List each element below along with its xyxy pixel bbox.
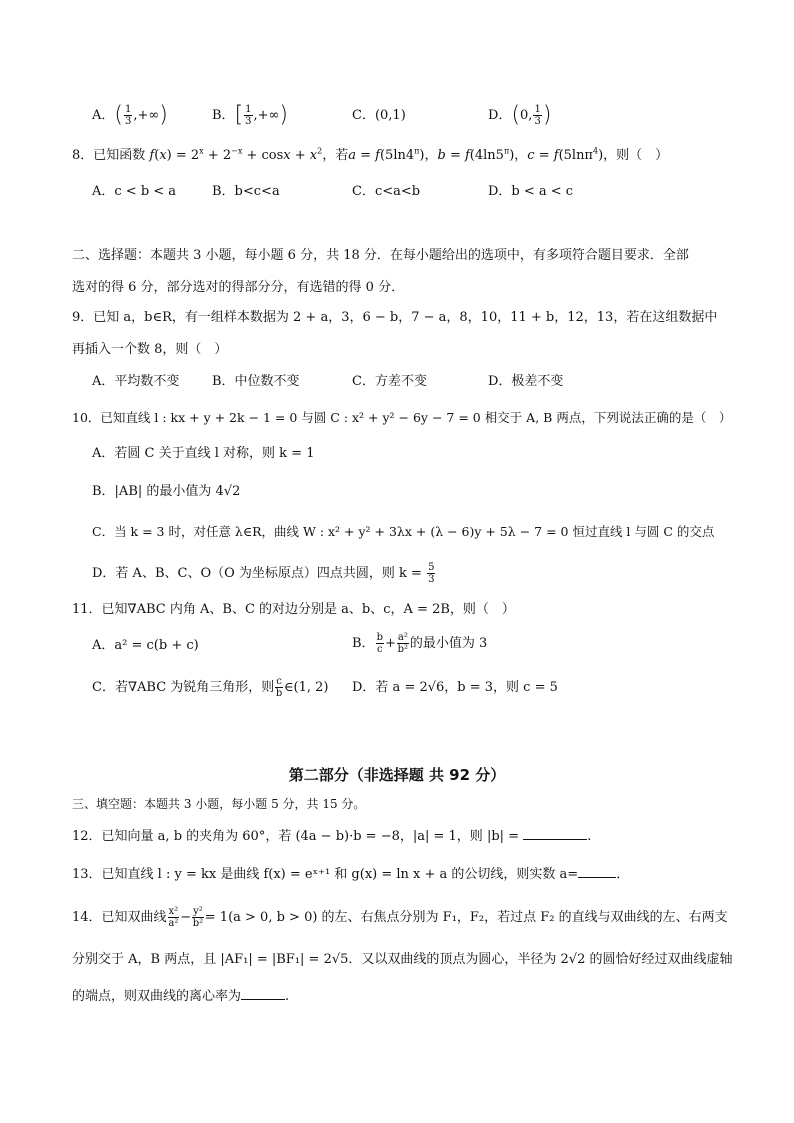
q11-option-a: A．a² = c(b + c) xyxy=(92,638,199,653)
q8-option-c: C．c<a<b xyxy=(352,184,421,199)
q9-option-b: B．中位数不变 xyxy=(212,374,300,389)
q9-option-c: C．方差不变 xyxy=(352,374,427,389)
q11-stem: 11．已知∇ABC 内角 A、B、C 的对边分别是 a、b、c，A = 2B，则（ ） xyxy=(72,602,515,617)
q14-line1: 14．已知双曲线 $\frac{\text{x²}}{\text{a²}}$ − $\frac{\text{y²}}{\text{b²}}$ = 1(a > 0, b > 0) 的左、右焦点分别为 F₁，F₂，若过点 F₂ 的直线与双曲线的左、右两支 xyxy=(72,906,728,929)
q9-stem-line2: 再插入一个数 8，则（ ） xyxy=(72,342,228,357)
section2-title: 第二部分（非选择题 共 92 分） xyxy=(288,766,506,784)
q10-option-b: B．|AB| 的最小值为 4√2 xyxy=(92,484,241,499)
q9-option-a: A．平均数不变 xyxy=(92,374,180,389)
q8-option-b: B．b<c<a xyxy=(212,184,280,199)
q7-option-d: D．(0, $\frac{1}{3}$ ) xyxy=(488,102,552,128)
section2-header-line1: 二、选择题：本题共 3 小题，每小题 6 分，共 18 分．在每小题给出的选项中，有多项符合题目要求．全部 xyxy=(72,248,689,263)
q9-option-d: D．极差不变 xyxy=(488,374,564,389)
q12: 12．已知向量 a, b 的夹角为 60°，若 (4a − b)·b = −8，|a| = 1，则 |b| = . xyxy=(72,826,591,847)
q14-line3: 的端点，则双曲线的离心率为 . xyxy=(72,986,289,1007)
q10-option-a: A．若圆 C 关于直线 l 对称，则 k = 1 xyxy=(92,446,315,461)
q11-option-d: D．若 a = 2√6，b = 3，则 c = 5 xyxy=(352,680,558,695)
q7-option-a: A．( $\frac{1}{3}$ ,+∞) xyxy=(92,102,168,128)
section3-header: 三、填空题：本题共 3 小题，每小题 5 分，共 15 分。 xyxy=(72,797,366,811)
section2-header-line2: 选对的得 6 分，部分选对的得部分分，有选错的得 0 分． xyxy=(72,280,405,295)
q14-answer-blank[interactable] xyxy=(241,986,285,1000)
q8-stem: 8．已知函数 $f(x) = 2^x + 2^{-x} + \cos x + x^2$，若$a = f(5\ln 4^\pi)$，$b = f(4\ln 5^\pi)$，c = f(5lnπ$^4$)，则（ ） xyxy=(72,146,669,163)
q8-option-a: A．c < b < a xyxy=(92,184,177,199)
q10-option-c: C．当 k = 3 时，对任意 λ∈R，曲线 W : x² + y² + 3λx + (λ − 6)y + 5λ − 7 = 0 恒过直线 l 与圆 C 的交点 xyxy=(92,524,715,539)
q11-option-c: C．若∇ABC 为锐角三角形，则 $\frac{c}{b}$ ∈(1, 2) xyxy=(92,676,329,699)
q14-line2: 分别交于 A，B 两点，且 |AF₁| = |BF₁| = 2√5．又以双曲线的顶点为圆心，半径为 2√2 的圆恰好经过双曲线虚轴 xyxy=(72,952,733,967)
q13: 13．已知直线 l : y = kx 是曲线 f(x) = eˣ⁺¹ 和 g(x) = ln x + a 的公切线，则实数 a= ． xyxy=(72,864,629,885)
q7-option-b: B．[ $\frac{1}{3}$ ,+∞) xyxy=(212,102,288,128)
q10-option-d: D．若 A、B、C、O（O 为坐标原点）四点共圆，则 k = $\frac{5}{3}$ xyxy=(92,562,435,585)
q12-answer-blank[interactable] xyxy=(523,826,587,840)
q13-answer-blank[interactable] xyxy=(578,864,616,878)
q9-stem-line1: 9．已知 a，b∈R，有一组样本数据为 2 + a，3，6 − b，7 − a，8，10，11 + b，12，13，若在这组数据中 xyxy=(72,310,718,325)
q10-stem: 10．已知直线 l : kx + y + 2k − 1 = 0 与圆 C : x² + y² − 6y − 7 = 0 相交于 A, B 两点，下列说法正确的是（ ） xyxy=(72,410,732,425)
q11-option-b: B． $\frac{b}{c}$ + $\frac{\text{a²}}{\text{b²}}$ 的最小值为 3 xyxy=(352,632,488,655)
q8-option-d: D．b < a < c xyxy=(488,184,574,199)
q7-option-c: C．(0,1) xyxy=(352,108,406,123)
